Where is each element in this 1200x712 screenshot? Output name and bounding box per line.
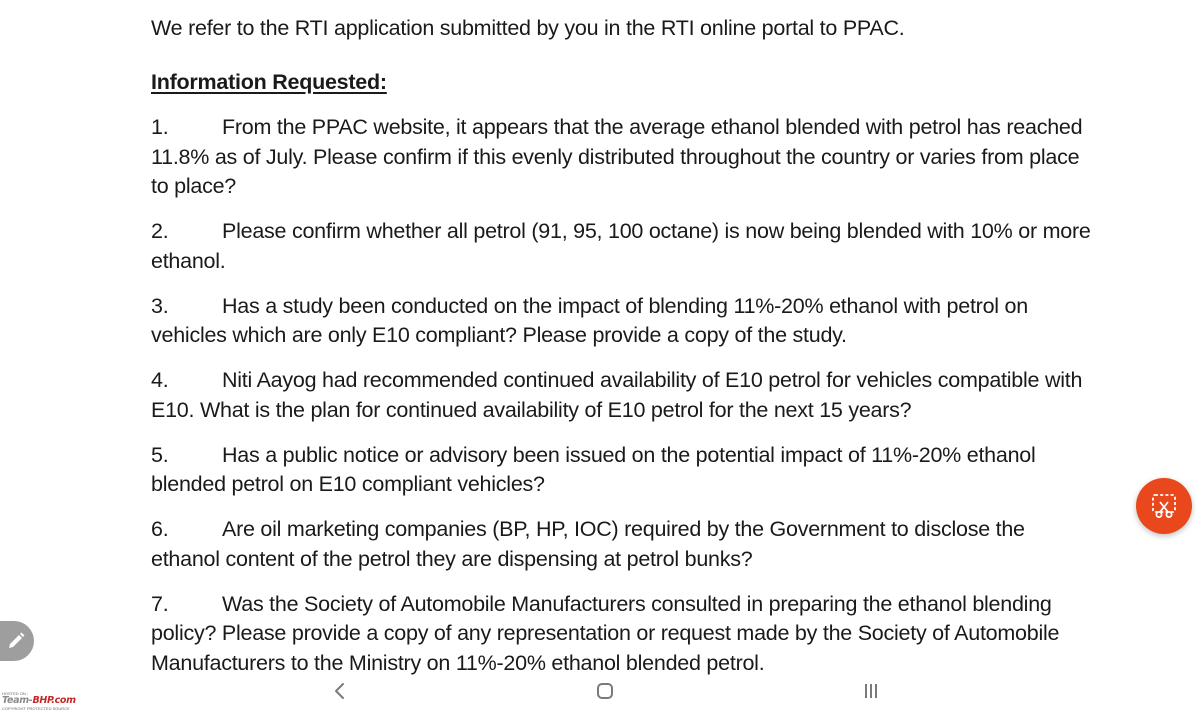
item-number: 3. <box>151 293 169 318</box>
intro-paragraph: We refer to the RTI application submitted by you in the RTI online portal to PPAC. <box>151 16 905 40</box>
navigation-bar <box>0 668 1200 712</box>
pen-icon <box>6 631 26 651</box>
pen-edit-button[interactable] <box>0 621 34 661</box>
back-chevron-icon <box>332 682 348 700</box>
item-text: Has a public notice or advisory been issued on the potential impact of 11%-20% ethanol blended petrol on E10 compliant vehicles? <box>151 442 1036 496</box>
recents-button[interactable] <box>856 676 886 706</box>
item-number: 5. <box>151 442 169 467</box>
item-text: Niti Aayog had recommended continued availability of E10 petrol for vehicles compatible with E10. What is the plan for continued availability of E10 petrol for the next 15 years? <box>151 368 1083 422</box>
list-item <box>151 515 1091 574</box>
item-number: 6. <box>151 517 169 541</box>
home-icon <box>595 681 615 701</box>
item-number: 1. <box>151 115 169 139</box>
recents-icon <box>861 681 881 701</box>
back-button[interactable] <box>325 676 355 706</box>
smart-select-scissors-icon <box>1150 492 1178 520</box>
list-item <box>151 217 1091 276</box>
item-number: 2. <box>151 219 169 243</box>
watermark-tagline: COPYRIGHT PROTECTED SOURCE <box>2 706 70 711</box>
list-item <box>151 590 1091 679</box>
watermark-brand-prefix: Team- <box>2 695 33 706</box>
watermark-brand <box>2 696 92 706</box>
item-text: Are oil marketing companies (BP, HP, IOC) required by the Government to disclose the ethanol content of the petrol they are dispensing at petrol bunks? <box>151 517 1025 571</box>
item-number: 7. <box>151 591 169 616</box>
list-item <box>151 292 1091 351</box>
watermark <box>2 691 92 709</box>
item-text: Was the Society of Automobile Manufacturers consulted in preparing the ethanol blending policy? Please provide a copy of any representation or request made by the Society of Automobile Manufacturers to the Ministry on 11%-20% ethanol blended petrol. <box>151 591 1060 675</box>
screenshot-select-button[interactable] <box>1136 478 1192 534</box>
item-text: From the PPAC website, it appears that the average ethanol blended with petrol has reached 11.8% as of July. Please confirm if this evenly distributed throughout the country or varies from place to place? <box>151 115 1083 198</box>
item-text: Has a study been conducted on the impact of blending 11%-20% ethanol with petrol on vehicles which are only E10 compliant? Please provide a copy of the study. <box>151 293 1028 347</box>
list-item <box>151 441 1091 500</box>
watermark-hosted-on: HOSTED ON : <box>2 691 29 696</box>
watermark-brand-suffix: BHP.com <box>32 695 76 706</box>
home-button[interactable] <box>590 676 620 706</box>
document-body <box>151 14 1091 678</box>
list-item <box>151 113 1091 202</box>
item-number: 4. <box>151 368 169 392</box>
list-item <box>151 366 1091 425</box>
section-heading: Information Requested: <box>151 69 387 94</box>
item-text: Please confirm whether all petrol (91, 95, 100 octane) is now being blended with 10% or more ethanol. <box>151 219 1091 273</box>
